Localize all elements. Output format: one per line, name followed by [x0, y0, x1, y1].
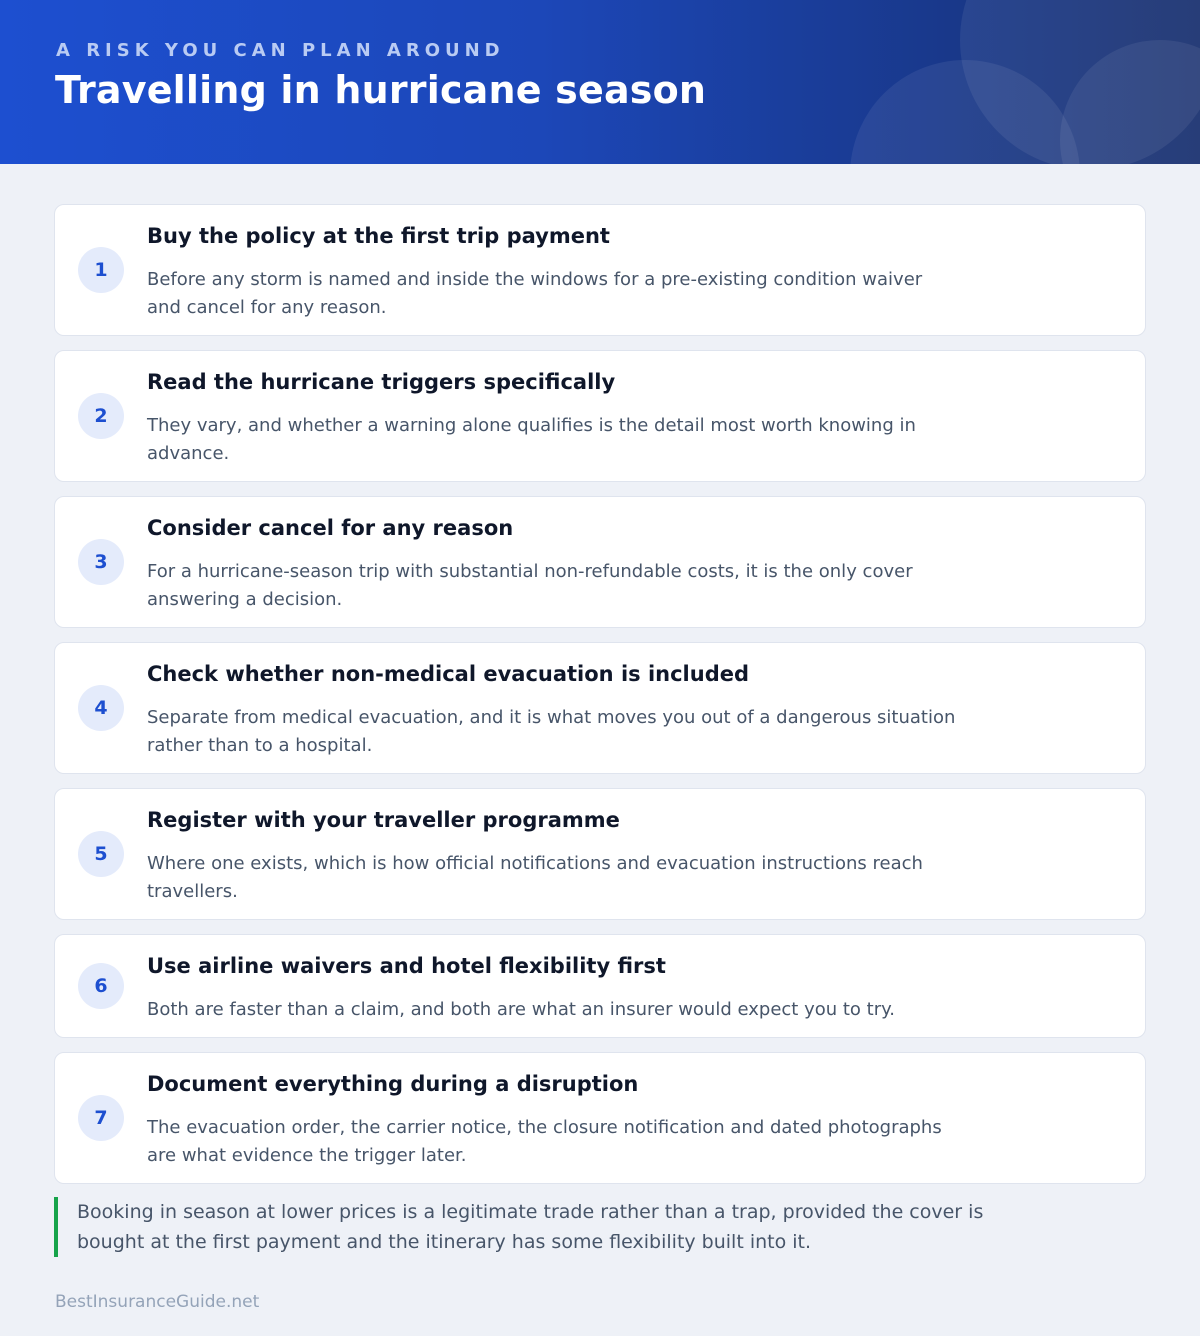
step-title: Buy the policy at the first trip payment: [147, 224, 610, 248]
step-description: For a hurricane-season trip with substantial non-refundable costs, it is the only cover answering a decision.: [147, 561, 913, 610]
step-card: [54, 350, 1146, 482]
step-title: Check whether non-medical evacuation is included: [147, 662, 750, 686]
step-number-badge: 5: [78, 831, 124, 877]
step-title: Read the hurricane triggers specifically: [147, 370, 616, 394]
step-card: [54, 788, 1146, 920]
header-banner: [0, 0, 1200, 164]
step-card: [54, 934, 1146, 1038]
step-number-badge: 3: [78, 539, 124, 585]
step-description: Separate from medical evacuation, and it is what moves you out of a dangerous situation rather than to a hospital.: [147, 707, 956, 756]
step-description: They vary, and whether a warning alone qualifies is the detail most worth knowing in advance.: [147, 415, 916, 464]
page-title: Travelling in hurricane season: [55, 68, 707, 112]
step-title: Consider cancel for any reason: [147, 516, 514, 540]
step-card: [54, 496, 1146, 628]
eyebrow-text: A RISK YOU CAN PLAN AROUND: [56, 40, 505, 61]
step-card: [54, 642, 1146, 774]
steps-list: [54, 204, 1146, 1198]
step-number-badge: 2: [78, 393, 124, 439]
step-number-badge: 6: [78, 963, 124, 1009]
step-description: Before any storm is named and inside the windows for a pre-existing condition waiver and cancel for any reason.: [147, 269, 923, 318]
step-description: The evacuation order, the carrier notice, the closure notification and dated photographs are what evidence the trigger later.: [147, 1117, 942, 1166]
step-card: [54, 204, 1146, 336]
step-description: Both are faster than a claim, and both are what an insurer would expect you to try.: [147, 999, 895, 1020]
step-title: Register with your traveller programme: [147, 808, 620, 832]
step-card: [54, 1052, 1146, 1184]
site-credit: BestInsuranceGuide.net: [55, 1292, 260, 1312]
step-number-badge: 7: [78, 1095, 124, 1141]
step-title: Document everything during a disruption: [147, 1072, 639, 1096]
summary-callout: Booking in season at lower prices is a legitimate trade rather than a trap, provided the cover is bought at the first payment and the itinerary has some flexibility built into it.: [54, 1197, 1054, 1257]
step-description: Where one exists, which is how official notifications and evacuation instructions reach travellers.: [147, 853, 923, 902]
step-number-badge: 4: [78, 685, 124, 731]
step-title: Use airline waivers and hotel flexibility first: [147, 954, 666, 978]
step-number-badge: 1: [78, 247, 124, 293]
